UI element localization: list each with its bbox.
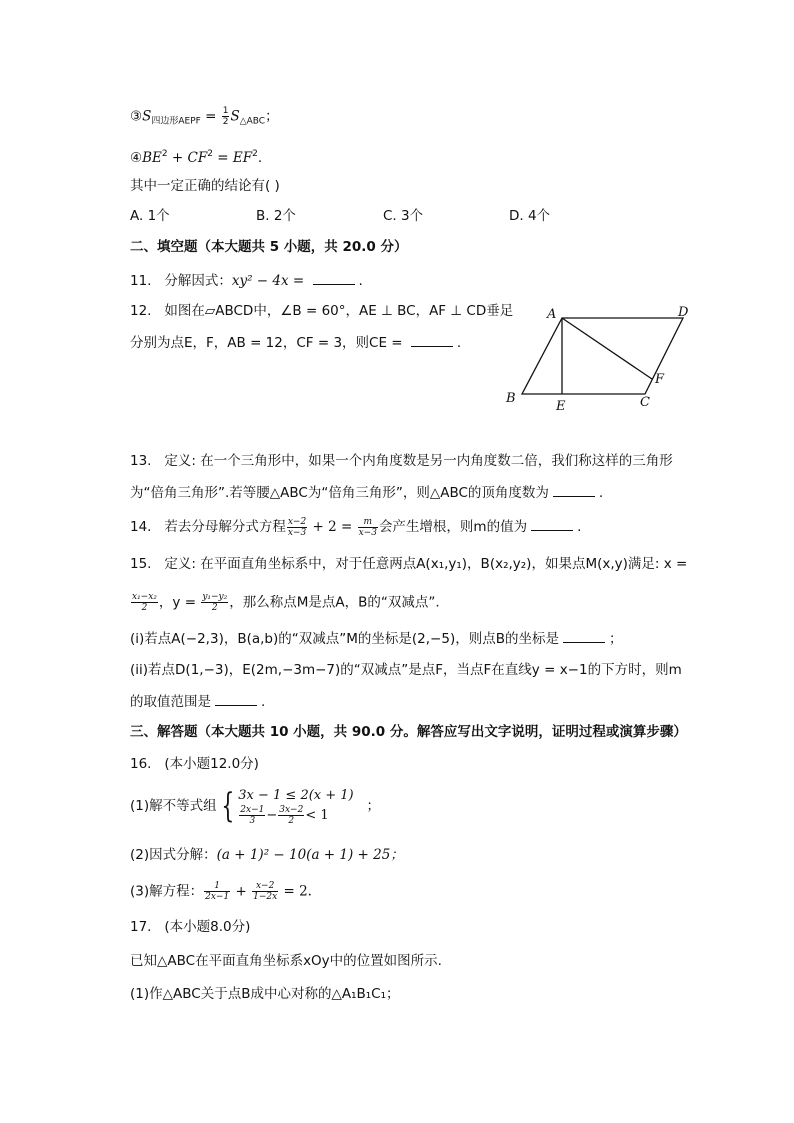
item4-ef: = EF	[212, 150, 253, 166]
q15-text1: 定义: 在平面直角坐标系中，对于任意两点A(x₁,y₁)，B(x₂,y₂)，如果点M(x,y)满足: x =	[164, 556, 688, 572]
q12-number: 12.	[130, 303, 152, 319]
q15-text4: (ii)若点D(1,−3)，E(2m,−3m−7)的“双减点”是点F，当点F在直线y = x−1的下方时，则m	[130, 662, 682, 678]
q14-pre: 若去分母解分式方程	[164, 519, 286, 535]
q11-answer-blank[interactable]	[313, 270, 355, 285]
q17-score: (本小题8.0分)	[164, 919, 251, 935]
item4-cf: + CF	[167, 150, 208, 166]
q15-mid: ，y =	[158, 594, 201, 611]
q17-line1: 已知△ABC在平面直角坐标系xOy中的位置如图所示.	[130, 953, 442, 969]
q16-ineq2-frac1	[239, 805, 265, 826]
q16-part3-frac1	[204, 881, 230, 902]
q12-line2	[130, 332, 461, 353]
q10-option-c: C. 3个	[383, 208, 424, 224]
q16-part3-f1-num: 1	[204, 881, 230, 892]
q16-part3-frac2	[252, 881, 278, 902]
q15-answer-blank-i[interactable]	[563, 628, 605, 643]
q13-line2	[130, 482, 603, 503]
q11-end: .	[358, 273, 363, 289]
q15-text5: 的取值范围是	[130, 694, 211, 710]
q13-number: 13.	[130, 453, 152, 469]
q14-answer-blank[interactable]	[531, 516, 573, 531]
q14-f1-num: x−2	[287, 516, 307, 527]
item3-frac-num: 1	[222, 106, 229, 116]
q11	[130, 270, 363, 291]
q16-ineq2-f1-num: 2x−1	[240, 804, 265, 815]
q16-ineq2-f1-den: 3	[249, 815, 256, 826]
q16-part3	[130, 881, 312, 902]
item4-sup2: 2	[207, 149, 213, 159]
label-d: D	[678, 305, 689, 320]
segment-af	[562, 318, 652, 379]
q10-item3	[130, 106, 279, 132]
q16-part3-label: (3)解方程：	[130, 883, 204, 900]
q14-mid: + 2 =	[308, 519, 357, 535]
q15-line2	[130, 592, 440, 613]
item3-fraction	[222, 106, 230, 127]
q11-number: 11.	[130, 273, 152, 289]
item3-equals: =	[200, 108, 221, 125]
q10-option-b: B. 2个	[256, 208, 296, 224]
q16-part2-label: (2)因式分解：	[130, 847, 217, 863]
item4-sup1: 2	[161, 149, 168, 159]
label-b: B	[506, 391, 516, 406]
item3-s: S	[142, 108, 152, 125]
q15-fraction1	[131, 592, 158, 613]
q15-number: 15.	[130, 556, 152, 572]
q12-end: .	[456, 335, 462, 351]
label-a: A	[547, 307, 557, 322]
q13-text2: 为“倍角三角形”.若等腰△ABC为“倍角三角形”，则△ABC的顶角度数为	[130, 485, 549, 501]
q16-part2-expr: (a + 1)² − 10(a + 1) + 25；	[216, 847, 404, 863]
q16-system	[238, 787, 353, 826]
q13-end: .	[598, 485, 604, 501]
q14-f2-num: m	[358, 517, 378, 528]
q15-f1-num: x₁−x₂	[132, 592, 157, 602]
q16-score: (本小题12.0分)	[164, 756, 259, 772]
q14-end: .	[577, 519, 582, 535]
q15-line3	[130, 628, 622, 649]
q16-part1-label: (1)解不等式组	[130, 798, 217, 814]
q15-end5: .	[261, 694, 266, 710]
item4-be: BE	[142, 150, 162, 166]
q14-number: 14.	[130, 519, 152, 535]
section2-heading: 二、填空题（本大题共 5 小题，共 20.0 分）	[130, 239, 408, 255]
q16-part3-f2-den: 1−2x	[253, 892, 278, 902]
q10-option-d: D. 4个	[509, 208, 551, 224]
label-e: E	[556, 399, 566, 412]
q17-line2: (1)作△ABC关于点B成中心对称的△A₁B₁C₁；	[130, 986, 400, 1002]
q13-text1: 定义: 在一个三角形中，如果一个内角度数是另一内角度数二倍，我们称这样的三角形	[164, 453, 673, 469]
q12-line1	[130, 301, 513, 321]
q15-answer-blank-ii[interactable]	[215, 691, 257, 706]
q16-part3-f1-den: 2x−1	[205, 892, 230, 902]
q11-expr: xy² − 4x =	[231, 273, 309, 289]
item3-frac-den: 2	[222, 117, 229, 127]
q16-header	[130, 754, 259, 774]
q16-part2	[130, 845, 404, 865]
q15-line5	[130, 691, 265, 712]
section3-heading: 三、解答题（本大题共 10 小题，共 90.0 分。解答应写出文字说明，证明过程或演算步骤）	[130, 724, 687, 740]
q16-part3-end: = 2.	[279, 883, 312, 900]
q16-part3-f2-num: x−2	[252, 881, 278, 892]
item3-number: ③	[130, 108, 143, 125]
q15-f1-den: 2	[141, 603, 148, 613]
q16-ineq2-end: < 1	[305, 807, 329, 823]
q14-f2-den: x−3	[358, 527, 377, 538]
item3-end: ；	[265, 108, 279, 125]
q13-line1	[130, 451, 673, 471]
q15-line4	[130, 660, 682, 680]
item3-subscript2: △ABC	[239, 116, 266, 127]
item4-number: ④	[130, 150, 143, 166]
q10-option-a: A. 1个	[130, 208, 170, 224]
q15-end3: ；	[608, 631, 623, 647]
q16-part1-end: ；	[366, 798, 381, 814]
q16-ineq2-f2-num: 3x−2	[279, 804, 304, 815]
q16-ineq1: 3x − 1 ≤ 2(x + 1)	[238, 787, 354, 803]
q16-part1	[130, 786, 380, 826]
q12-text1: 如图在▱ABCD中，∠B = 60°，AE ⊥ BC，AF ⊥ CD垂足	[164, 303, 514, 319]
q13-answer-blank[interactable]	[553, 482, 595, 497]
item4-sup3: 2	[252, 149, 258, 159]
q14-f1-den: x−3	[287, 527, 307, 538]
q16-number: 16.	[130, 756, 152, 772]
item3-s2: S	[230, 108, 240, 125]
q16-part3-plus: +	[231, 883, 252, 900]
q15-line1	[130, 554, 687, 574]
q14-post: 会产生增根，则m的值为	[378, 519, 528, 535]
item3-subscript: 四边形AEPF	[151, 116, 201, 127]
q10-item4	[130, 144, 262, 168]
q16-ineq2-frac2	[278, 805, 304, 826]
q15-f2-den: 2	[211, 603, 218, 613]
q14-fraction1	[287, 517, 307, 538]
q12-text2: 分别为点E，F，AB = 12，CF = 3，则CE =	[130, 335, 407, 351]
q14	[130, 516, 581, 538]
q16-ineq2-minus: −	[266, 807, 278, 823]
q15-f2-num: y₁−y₂	[202, 592, 228, 602]
q17-header	[130, 917, 250, 937]
q15-text2: ，那么称点M是点A，B的“双减点”.	[229, 594, 440, 611]
label-f: F	[655, 372, 665, 387]
q11-text: 分解因式：	[164, 273, 232, 289]
q17-number: 17.	[130, 919, 152, 935]
parallelogram-figure	[500, 302, 700, 412]
q14-fraction2	[358, 517, 378, 538]
q12-answer-blank[interactable]	[411, 332, 453, 347]
q16-ineq2	[238, 805, 353, 826]
label-c: C	[640, 395, 650, 410]
item4-end: .	[257, 150, 263, 166]
q15-fraction2	[201, 592, 228, 613]
q16-ineq2-f2-den: 2	[288, 815, 295, 826]
q15-text3: (i)若点A(−2,3)，B(a,b)的“双减点”M的坐标是(2,−5)，则点B的坐标是	[130, 631, 559, 647]
q16-brace: {	[220, 786, 234, 826]
q10-prompt: 其中一定正确的结论有( )	[130, 178, 280, 194]
